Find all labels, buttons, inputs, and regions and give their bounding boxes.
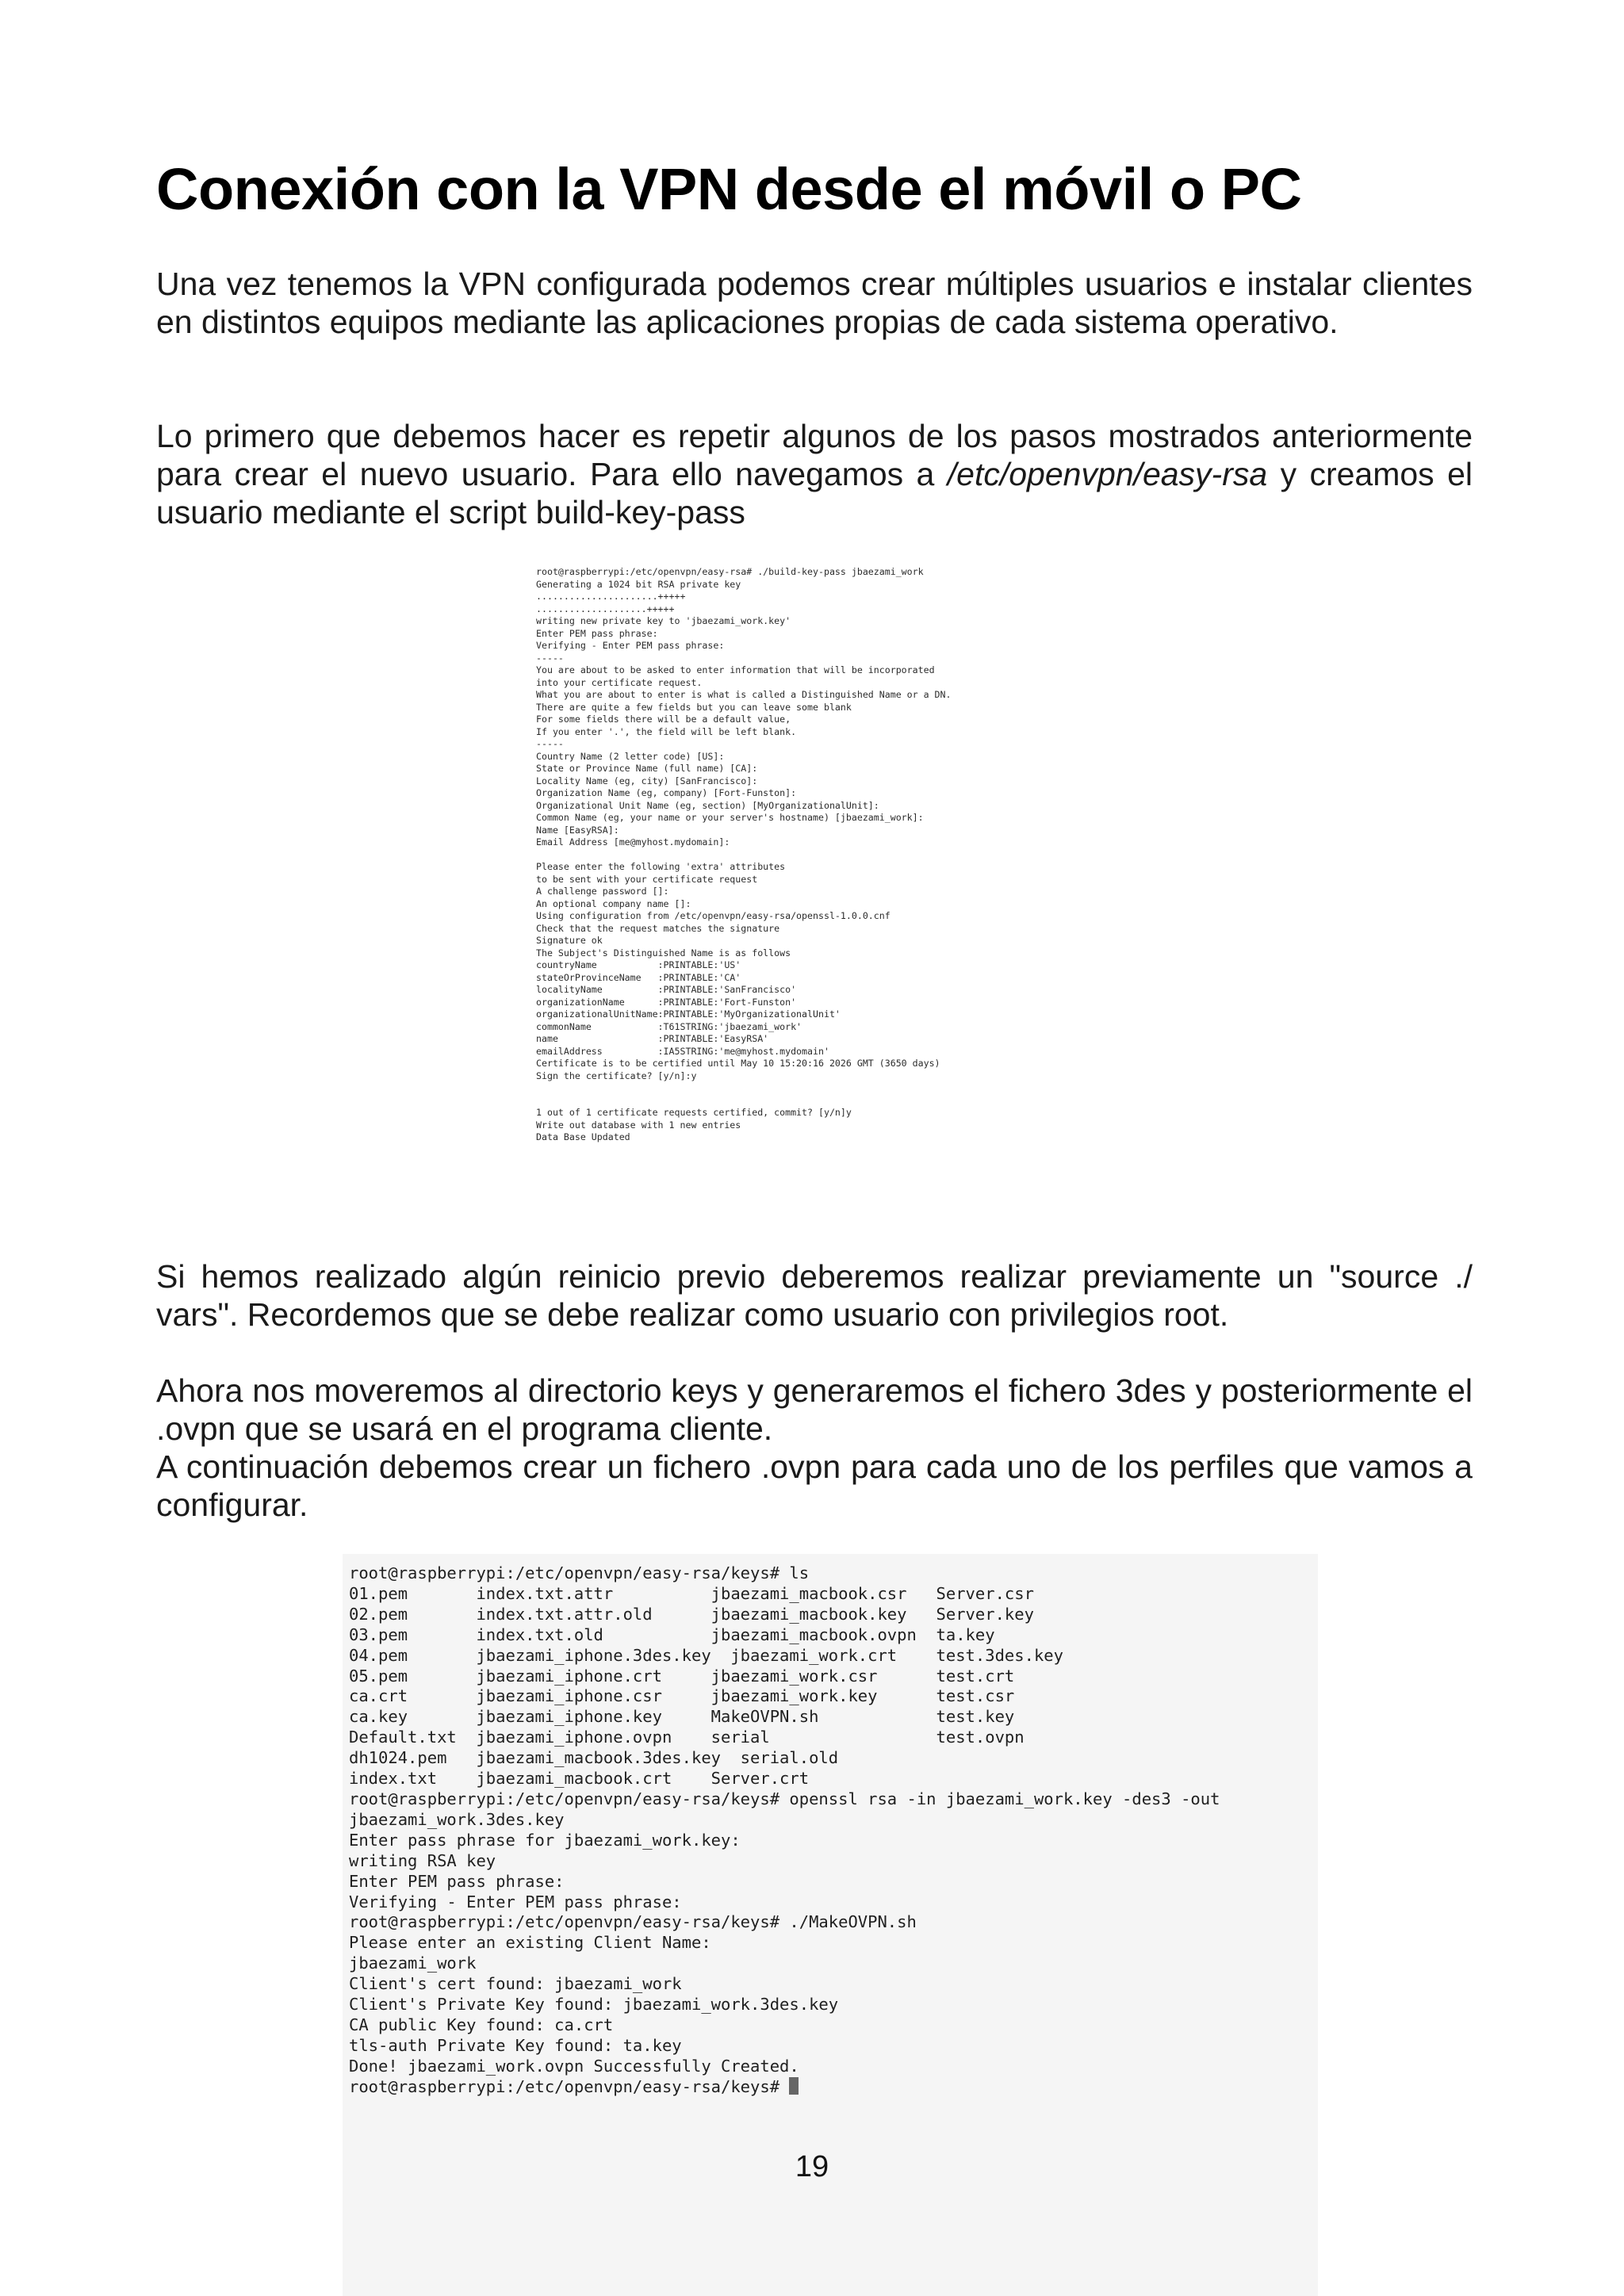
paragraph-build-key [156,417,1473,531]
paragraph-keys-directory [156,1372,1473,1524]
easy-rsa-path: /etc/openvpn/easy-rsa [947,456,1268,492]
paragraph-build-key-text-a: Lo primero que debemos hacer es repetir algunos de los pasos mostrados anteriormente para crear el nuevo usuario. Para ello navegamos a [156,418,1473,492]
paragraph-intro: Una vez tenemos la VPN configurada podemos crear múltiples usuarios e instalar clientes en distintos equipos mediante las aplicaciones propias de cada sistema operativo. [156,266,1473,340]
terminal-cursor-icon [789,2077,799,2095]
paragraph-keys-text-a: Ahora nos moveremos al directorio keys y generaremos el fichero 3des y posteriormente el .ovpn que se usará en el programa cliente. [156,1372,1473,1447]
page-number: 19 [795,2150,829,2183]
terminal-screenshot-make-ovpn [349,1563,1316,2098]
paragraph-source-vars: Si hemos realizado algún reinicio previo deberemos realizar previamente un "source ./ vars". Recordemos que se debe realizar como usuario con privilegios root. [156,1258,1473,1333]
terminal-screenshot-build-key: root@raspberrypi:/etc/openvpn/easy-rsa# ./build-key-pass jbaezami_work Generating a 1024 bit RSA private key ......................+++++ ....................+++++ writing new private key to 'jbaezami_work.key' Enter PEM pass phrase: Verifying - Enter PEM pass phrase: ----- You are about to be asked to enter information that will be incorporated into your certificate request. What you are about to enter is what is called a Distinguished Name or a DN. There are quite a few fields but you can leave some blank For some fields there will be a default value, If you enter '.', the field will be left blank. ----- Country Name (2 letter code) [US]: State or Province Name (full name) [CA]: Locality Name (eg, city) [SanFrancisco]: Organization Name (eg, company) [Fort-Funston]: Organizational Unit Name (eg, section) [MyOrganizationalUnit]: Common Name (eg, your name or your server's hostname) [jbaezami_work]: Name [EasyRSA]: Email Address [me@myhost.mydomain]: Please enter the following 'extra' attributes to be sent with your certificate request A challenge password []: An optional company name []: Using configuration from /etc/openvpn/easy-rsa/openssl-1.0.0.cnf Check that the request matches the signature Signature ok The Subject's Distinguished Name is as follows countryName :PRINTABLE:'US' stateOrProvinceName :PRINTABLE:'CA' localityName :PRINTABLE:'SanFrancisco' organizationName :PRINTABLE:'Fort-Funston' organizationalUnitName:PRINTABLE:'MyOrganizationalUnit' commonName :T61STRING:'jbaezami_work' name :PRINTABLE:'EasyRSA' emailAddress :IA5STRING:'me@myhost.mydomain' Certificate is to be certified until May 10 15:20:16 2026 GMT (3650 days) Sign the certificate? [y/n]:y 1 out of 1 certificate requests certified, commit? [y/n]y Write out database with 1 new entries Data Base Updated [536,566,952,1142]
terminal-make-ovpn-text: root@raspberrypi:/etc/openvpn/easy-rsa/keys# ls 01.pem index.txt.attr jbaezami_macbook.csr Server.csr 02.pem index.txt.attr.old jbaezami_macbook.key Server.key 03.pem index.txt.old jbaezami_macbook.ovpn ta.key 04.pem jbaezami_iphone.3des.key jbaezami_work.crt test.3des.key 05.pem jbaezami_iphone.crt jbaezami_work.csr test.crt ca.crt jbaezami_iphone.csr jbaezami_work.key test.csr ca.key jbaezami_iphone.key MakeOVPN.sh test.key Default.txt jbaezami_iphone.ovpn serial test.ovpn dh1024.pem jbaezami_macbook.3des.key serial.old index.txt jbaezami_macbook.crt Server.crt root@raspberrypi:/etc/openvpn/easy-rsa/keys# openssl rsa -in jbaezami_work.key -des3 -out jbaezami_work.3des.key Enter pass phrase for jbaezami_work.key: writing RSA key Enter PEM pass phrase: Verifying - Enter PEM pass phrase: root@raspberrypi:/etc/openvpn/easy-rsa/keys# ./MakeOVPN.sh Please enter an existing Client Name: jbaezami_work Client's cert found: jbaezami_work Client's Private Key found: jbaezami_work.3des.key CA public Key found: ca.crt tls-auth Private Key found: ta.key Done! jbaezami_work.ovpn Successfully Created. root@raspberrypi:/etc/openvpn/easy-rsa/keys# [349,1563,1220,2096]
page-title: Conexión con la VPN desde el móvil o PC [156,156,1302,222]
paragraph-keys-text-b: A continuación debemos crear un fichero .ovpn para cada uno de los perfiles que vamos a configurar. [156,1448,1473,1523]
paragraph-build-key-text-b: y creamos el usuario mediante el script build-key-pass [156,456,1473,530]
